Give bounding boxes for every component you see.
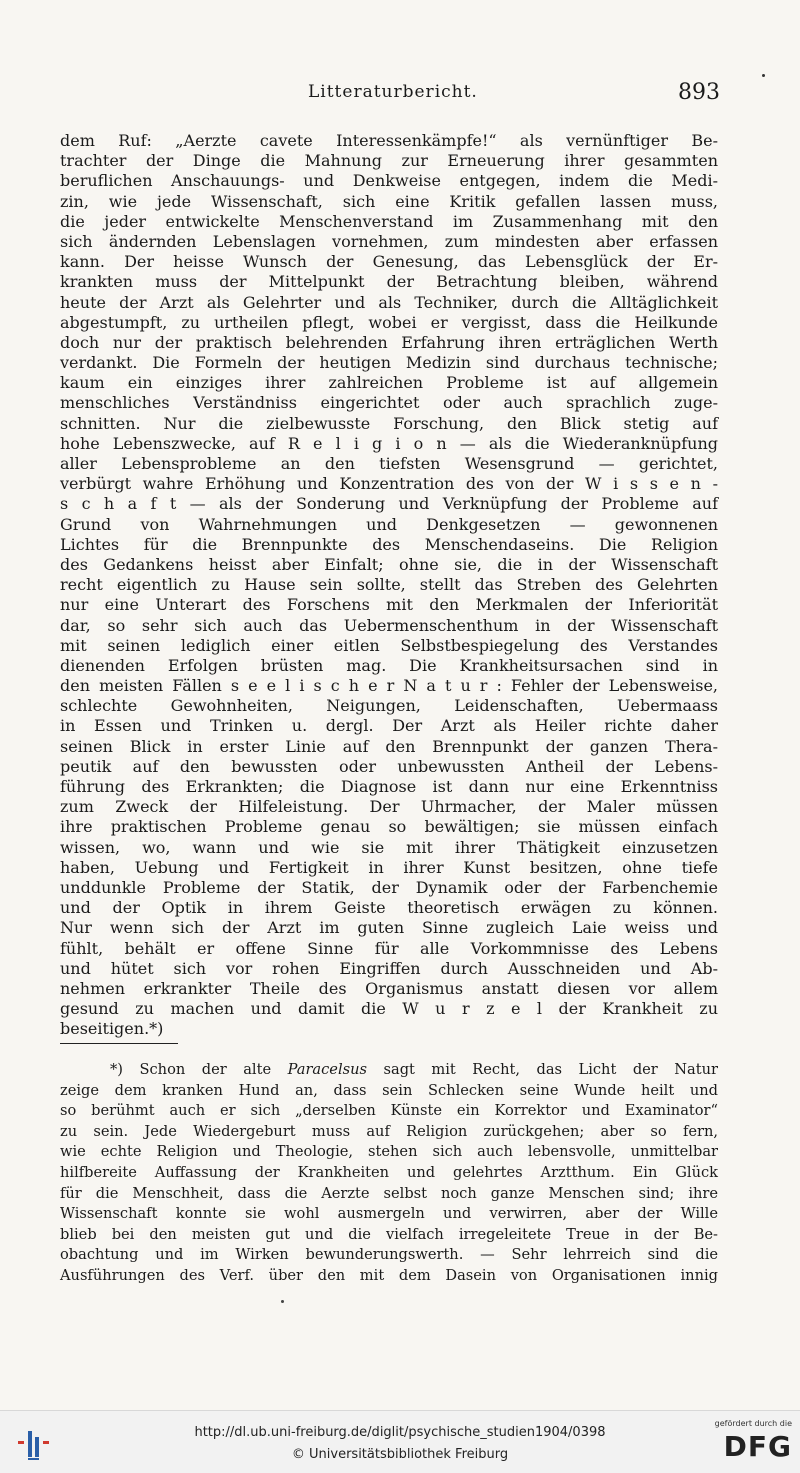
body-line: führung des Erkrankten; die Diagnose ist dann nur eine Erkenntniss (60, 777, 718, 796)
body-line: ihre praktischen Probleme genau so bewältigen; sie müssen einfach (60, 817, 718, 837)
body-line: schnitten. Nur die zielbewusste Forschung, den Blick stetig auf (60, 413, 718, 433)
permalink-url[interactable]: http://dl.ub.uni-freiburg.de/diglit/psychische_studien1904/0398 (194, 1425, 606, 1440)
body-line: s c h a f t — als der Sonderung und Verknüpfung der Probleme auf (60, 494, 718, 514)
body-line: abgestumpft, zu urtheilen pflegt, wobei er vergisst, dass die Heilkunde (60, 312, 718, 332)
body-line: mit seinen lediglich einer eitlen Selbstbespiegelung des Verstandes (60, 635, 718, 655)
body-line: in Essen und Trinken u. dergl. Der Arzt als Heiler richte daher (60, 716, 718, 736)
footnote-line: obachtung und im Wirken bewunderungswerth. — Sehr lehrreich sind die (60, 1246, 718, 1264)
footnote-line: blieb bei den meisten gut und die vielfach irregeleitete Treue in der Be- (60, 1225, 718, 1243)
body-line: haben, Uebung und Fertigkeit in ihrer Kunst besitzen, ohne tiefe (60, 857, 718, 877)
body-line: des Gedankens heisst aber Einfalt; ohne sie, die in der Wissenschaft (60, 554, 718, 574)
copyright-notice: © Universitätsbibliothek Freiburg (291, 1447, 509, 1462)
body-line: kaum ein einziges ihrer zahlreichen Probleme ist auf allgemein (60, 373, 718, 393)
body-line: trachter der Dinge die Mahnung zur Erneuerung ihrer gesammten (60, 151, 718, 171)
margin-speck (762, 74, 765, 77)
footnote-line: für die Menschheit, dass die Aerzte selbst noch ganze Menschen sind; ihre (60, 1184, 718, 1202)
page-number: 893 (678, 80, 720, 105)
page-speck (281, 1300, 284, 1303)
body-line: dem Ruf: „Aerzte cavete Interessenkämpfe!“ als vernünftiger Be- (60, 131, 718, 150)
body-line: den meisten Fällen s e e l i s c h e r N a t u r : Fehler der Lebensweise, (60, 676, 718, 696)
body-line: seinen Blick in erster Linie auf den Brennpunkt der ganzen Thera- (60, 736, 718, 756)
dfg-logo: DFG (723, 1430, 792, 1463)
footnote-line: zu sein. Jede Wiedergeburt muss auf Religion zurückgehen; aber so fern, (60, 1122, 718, 1140)
body-line: aller Lebensprobleme an den tiefsten Wesensgrund — gerichtet, (60, 454, 718, 473)
viewer-footer (0, 1410, 800, 1473)
body-line: zin, wie jede Wissenschaft, sich eine Kritik gefallen lassen muss, (60, 191, 718, 211)
footnote-line: *) Schon der alte Paracelsus sagt mit Recht, das Licht der Natur (110, 1061, 718, 1078)
body-line: unddunkle Probleme der Statik, der Dynamik oder der Farbenchemie (60, 877, 718, 897)
body-line: gesund zu machen und damit die W u r z e l der Krankheit zu (60, 999, 718, 1019)
footnote-line: hilfbereite Auffassung der Krankheiten und gelehrtes Arztthum. Ein Glück (60, 1163, 718, 1181)
body-line: doch nur der praktisch belehrenden Erfahrung ihren erträglichen Werth (60, 332, 718, 352)
body-line: nehmen erkrankter Theile des Organismus anstatt diesen vor allem (60, 978, 718, 998)
body-line: verdankt. Die Formeln der heutigen Medizin sind durchaus technische; (60, 353, 718, 373)
body-line: beseitigen.*) (60, 1019, 164, 1039)
body-line: kann. Der heisse Wunsch der Genesung, das Lebensglück der Er- (60, 252, 718, 272)
body-line: Grund von Wahrnehmungen und Denkgesetzen — gewonnenen (60, 514, 718, 534)
footnote-line: Wissenschaft konnte sie wohl ausmergeln und verwirren, aber der Wille (60, 1205, 718, 1223)
body-line: dienenden Erfolgen brüsten mag. Die Krankheitsursachen sind in (60, 655, 718, 675)
body-line: und der Optik in ihrem Geiste theoretisch erwägen zu können. (60, 898, 718, 918)
funding-note: gefördert durch die (714, 1419, 792, 1428)
body-line: peutik auf den bewussten oder unbewussten Antheil der Lebens- (60, 756, 718, 776)
body-line: menschliches Verständniss eingerichtet oder auch sprachlich zuge- (60, 393, 718, 413)
running-title: Litteraturbericht. (308, 82, 478, 102)
body-line: die jeder entwickelte Menschenverstand im Zusammenhang mit den (60, 211, 718, 231)
body-line: verbürgt wahre Erhöhung und Konzentration des von der W i s s e n - (60, 474, 718, 494)
body-line: zum Zweck der Hilfeleistung. Der Uhrmacher, der Maler müssen (60, 797, 718, 817)
body-line: und hütet sich vor rohen Eingriffen durch Ausschneiden und Ab- (60, 958, 718, 978)
dfg-funding (702, 1419, 792, 1469)
footnote (60, 1060, 718, 1287)
footnote-line: so berühmt auch er sich „derselben Künste ein Korrektor und Examinator“ (60, 1102, 718, 1120)
body-text (60, 131, 718, 1039)
body-line: sich ändernden Lebenslagen vornehmen, zum mindesten aber erfassen (60, 231, 718, 251)
body-line: Lichtes für die Brennpunkte des Menschendaseins. Die Religion (60, 534, 718, 554)
body-line: recht eigentlich zu Hause sein sollte, stellt das Streben des Gelehrten (60, 575, 718, 595)
footnote-line: Ausführungen des Verf. über den mit dem Dasein von Organisationen innig (60, 1266, 718, 1284)
footnote-line: wie echte Religion und Theologie, stehen sich auch lebensvolle, unmittelbar (60, 1143, 718, 1161)
body-line: schlechte Gewohnheiten, Neigungen, Leidenschaften, Uebermaass (60, 696, 718, 716)
body-line: beruflichen Anschauungs- und Denkweise entgegen, indem die Medi- (60, 171, 718, 191)
body-line: Nur wenn sich der Arzt im guten Sinne zugleich Laie weiss und (60, 918, 718, 938)
body-line: krankten muss der Mittelpunkt der Betrachtung bleiben, während (60, 272, 718, 292)
page-header (60, 82, 720, 112)
body-line: hohe Lebenszwecke, auf R e l i g i o n — als die Wiederanknüpfung (60, 433, 718, 453)
body-line: fühlt, behält er offene Sinne für alle Vorkommnisse des Lebens (60, 938, 718, 958)
body-line: wissen, wo, wann und wie sie mit ihrer Thätigkeit einzusetzen (60, 837, 718, 857)
body-line: heute der Arzt als Gelehrter und als Techniker, durch die Alltäglichkeit (60, 292, 718, 312)
paracelsus-name: Paracelsus (287, 1061, 367, 1078)
footnote-line: zeige dem kranken Hund an, dass sein Schlecken seine Wunde heilt und (60, 1081, 718, 1099)
body-line: dar, so sehr sich auch das Uebermenschenthum in der Wissenschaft (60, 615, 718, 635)
body-line: nur eine Unterart des Forschens mit den Merkmalen der Inferiorität (60, 595, 718, 615)
footnote-separator (60, 1043, 178, 1044)
